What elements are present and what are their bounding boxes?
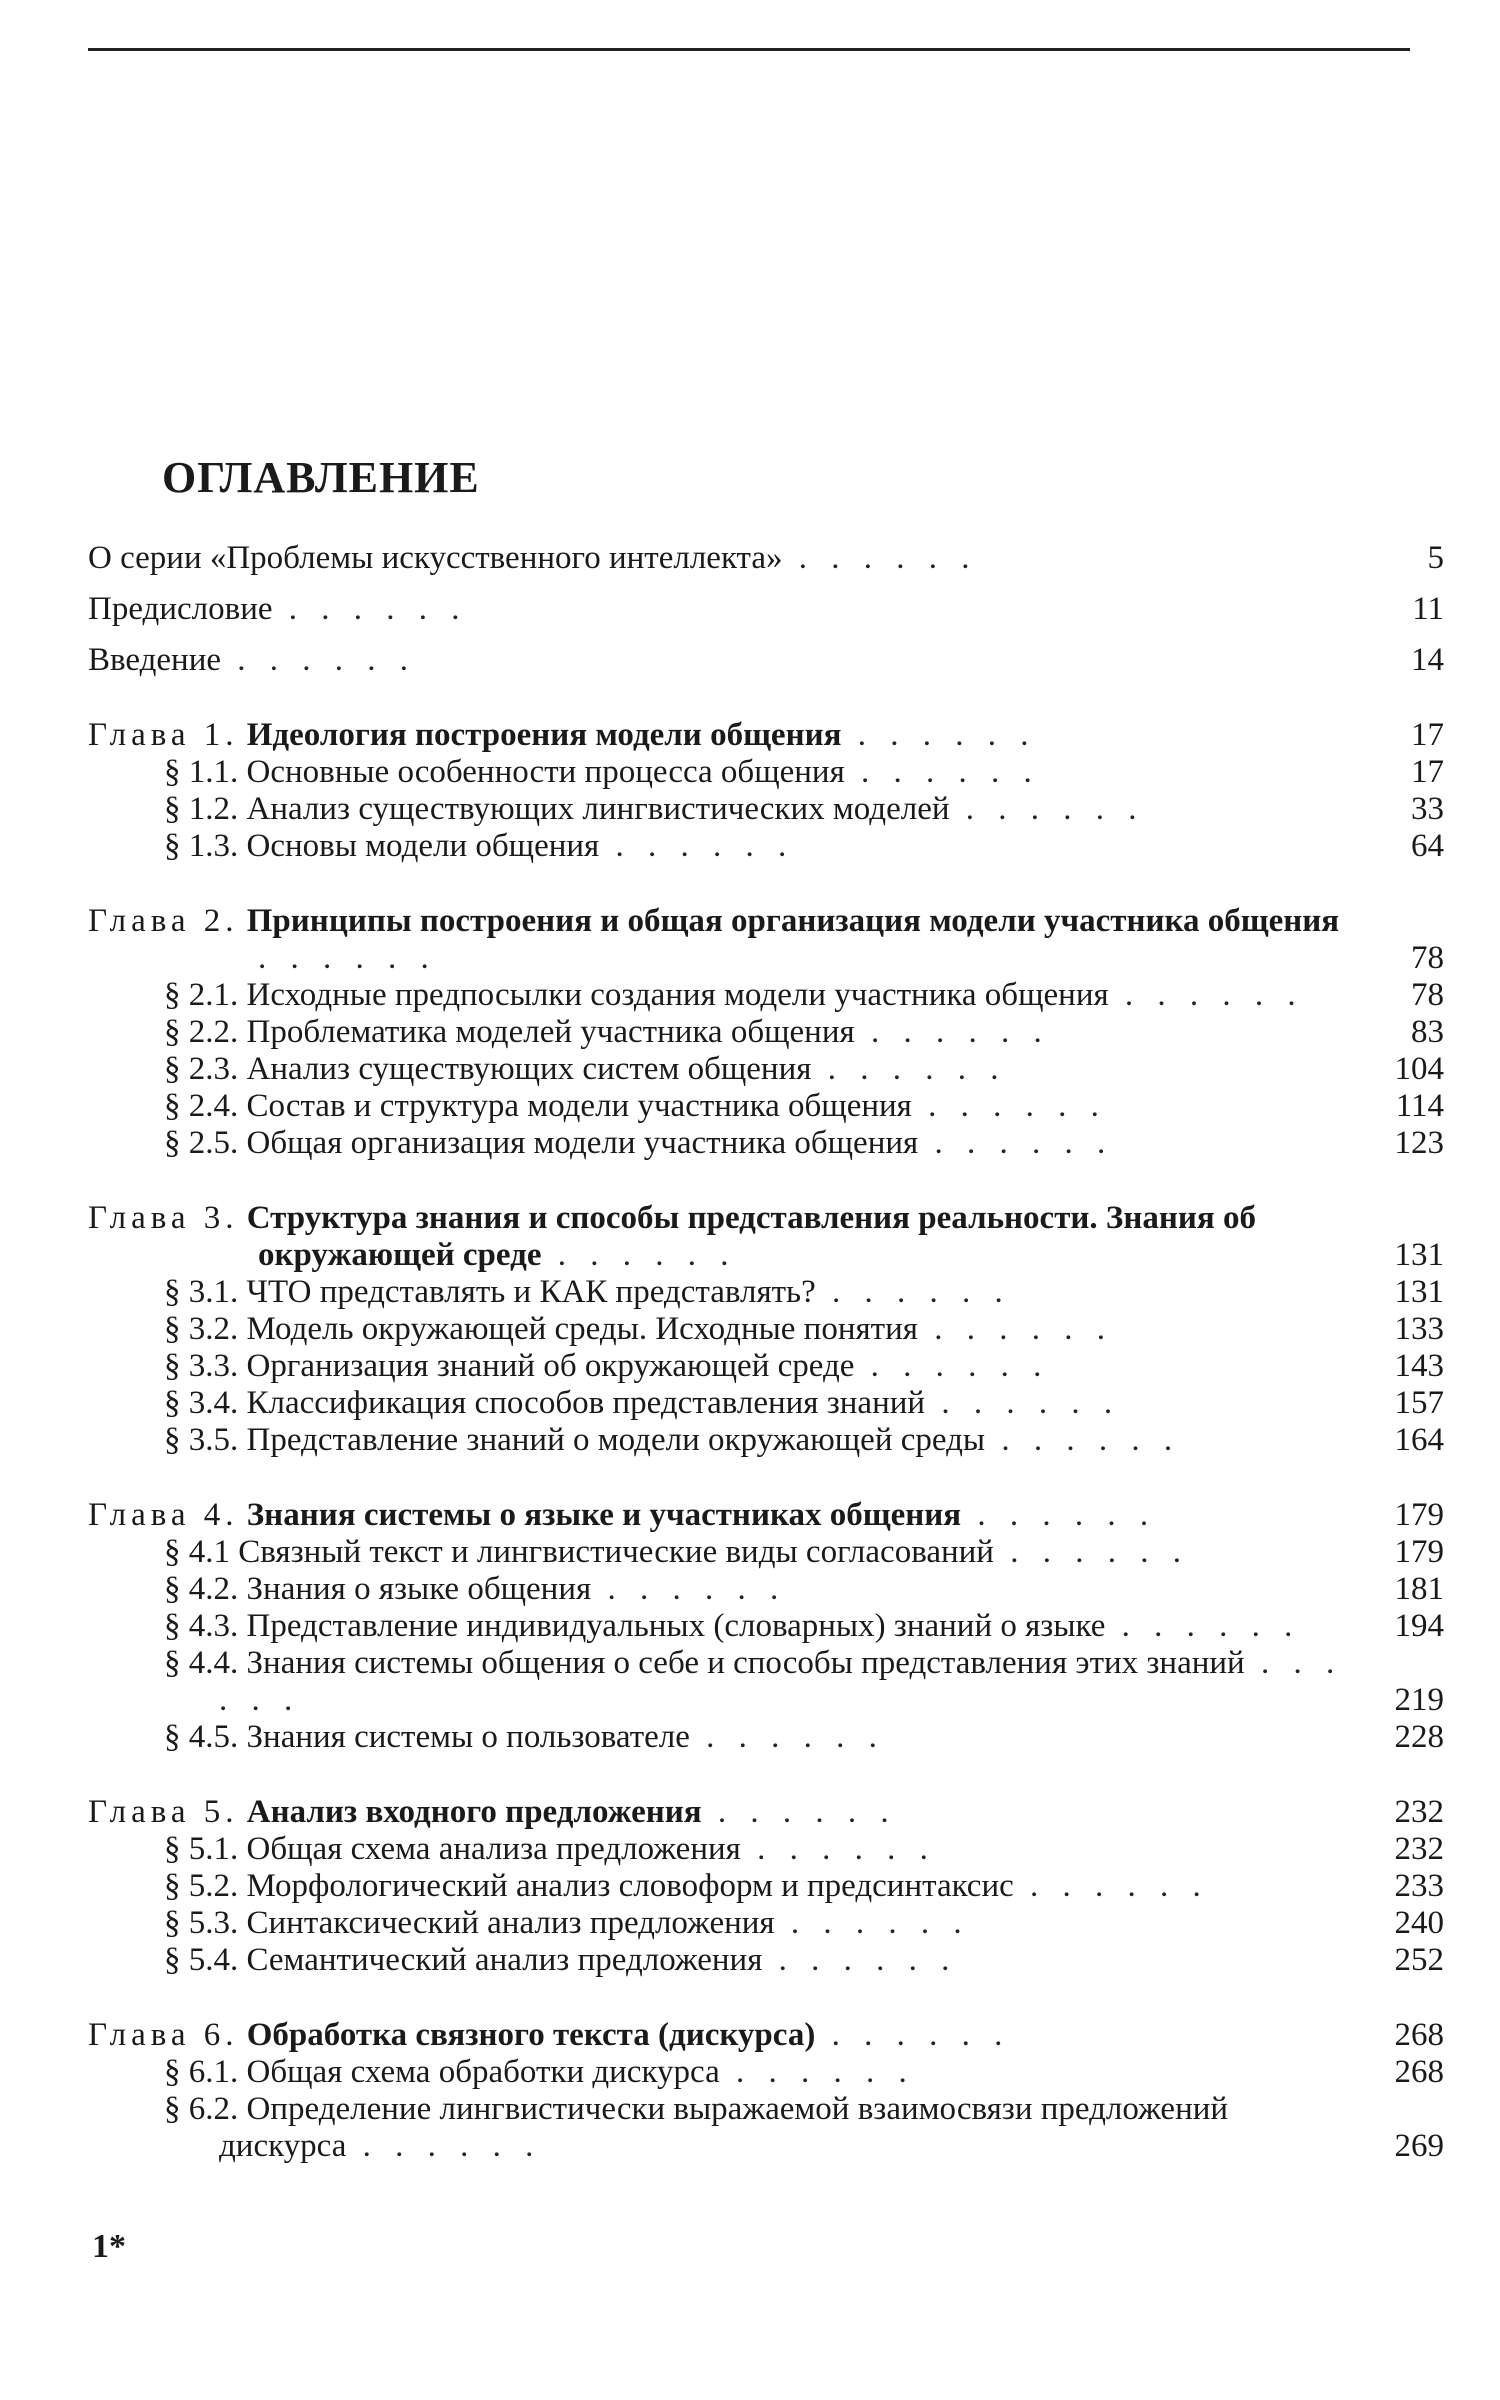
toc-entry[interactable] bbox=[88, 540, 1444, 577]
section-number: § 5.4. bbox=[164, 1942, 239, 1978]
section-entry-page: 104 bbox=[1394, 1051, 1444, 1087]
leader-dots: . . . . . . bbox=[918, 1125, 1114, 1161]
chapter-entry-page: 179 bbox=[1394, 1497, 1444, 1533]
chapter-number: Глава 4. bbox=[88, 1497, 239, 1533]
leader-dots: . . . . . . bbox=[719, 2054, 915, 2090]
chapter-number: Глава 3. bbox=[88, 1200, 239, 1236]
section-entry-label bbox=[164, 977, 1344, 1014]
section-number: § 2.1. bbox=[164, 977, 239, 1013]
section-entry-page: 33 bbox=[1411, 791, 1444, 827]
section-title: Представление индивидуальных (словарных) знаний о языке bbox=[246, 1608, 1106, 1644]
section-entry-label bbox=[164, 1719, 1344, 1756]
section-entry-label bbox=[164, 1088, 1344, 1125]
chapter-entry-page: 78 bbox=[1411, 940, 1444, 976]
leader-dots: . . . . . . bbox=[782, 540, 978, 576]
section-entry-label bbox=[164, 1051, 1344, 1088]
chapter-entry-label bbox=[88, 1497, 1344, 1534]
leader-dots: . . . . . . bbox=[740, 1831, 936, 1867]
section-number: § 4.1 bbox=[164, 1534, 230, 1570]
leader-dots: . . . . . . bbox=[599, 828, 795, 864]
section-entry[interactable] bbox=[88, 1088, 1444, 1125]
section-entry[interactable] bbox=[88, 1831, 1444, 1868]
section-number: § 1.3. bbox=[164, 828, 239, 864]
leader-dots: . . . . . . bbox=[911, 1088, 1107, 1124]
section-title: Модель окружающей среды. Исходные понятия bbox=[246, 1311, 918, 1347]
leader-dots: . . . . . . bbox=[844, 754, 1040, 790]
section-entry[interactable] bbox=[88, 828, 1444, 865]
section-title: Основные особенности процесса общения bbox=[246, 754, 845, 790]
section-title: Анализ существующих систем общения bbox=[246, 1051, 812, 1087]
section-entry[interactable] bbox=[88, 1274, 1444, 1311]
toc-entry-label bbox=[88, 540, 1344, 577]
section-number: § 2.2. bbox=[164, 1014, 239, 1050]
section-entry[interactable] bbox=[88, 1719, 1444, 1756]
leader-dots: . . . . . . bbox=[1108, 977, 1304, 1013]
section-number: § 1.1. bbox=[164, 754, 239, 790]
section-entry-page: 179 bbox=[1394, 1534, 1444, 1570]
section-title: Знания системы о пользователе bbox=[246, 1719, 690, 1755]
section-entry-page: 123 bbox=[1394, 1125, 1444, 1161]
section-entry[interactable] bbox=[88, 1014, 1444, 1051]
leader-dots: . . . . . . bbox=[689, 1719, 885, 1755]
chapter-entry-page: 232 bbox=[1394, 1794, 1444, 1830]
leader-dots: . . . . . . bbox=[221, 642, 417, 678]
section-number: § 6.2. bbox=[164, 2091, 239, 2127]
section-entry-label bbox=[164, 1608, 1344, 1645]
section-title: Синтаксический анализ предложения bbox=[246, 1905, 775, 1941]
section-entry-label bbox=[164, 1645, 1344, 1719]
section-entry-page: 164 bbox=[1394, 1422, 1444, 1458]
section-title: Общая схема анализа предложения bbox=[246, 1831, 741, 1867]
section-title: Основы модели общения bbox=[246, 828, 600, 864]
section-entry-label bbox=[164, 1905, 1344, 1942]
section-number: § 3.3. bbox=[164, 1348, 239, 1384]
section-entry-label bbox=[164, 828, 1344, 865]
section-entry-page: 157 bbox=[1394, 1385, 1444, 1421]
section-number: § 6.1. bbox=[164, 2054, 239, 2090]
entry-title: Введение bbox=[88, 642, 222, 678]
section-entry-page: 233 bbox=[1394, 1868, 1444, 1904]
chapter-entry[interactable] bbox=[88, 903, 1444, 977]
section-entry-page: 194 bbox=[1394, 1608, 1444, 1644]
section-entry-page: 252 bbox=[1394, 1942, 1444, 1978]
section-entry-label bbox=[164, 754, 1344, 791]
section-number: § 1.2. bbox=[164, 791, 239, 827]
section-entry-page: 268 bbox=[1394, 2054, 1444, 2090]
section-entry-page: 228 bbox=[1394, 1719, 1444, 1755]
section-entry-page: 240 bbox=[1394, 1905, 1444, 1941]
section-entry-page: 83 bbox=[1411, 1014, 1444, 1050]
section-title: Определение лингвистически выражаемой взаимосвязи предложений дискурса bbox=[219, 2091, 1229, 2164]
signature-mark: 1* bbox=[92, 2228, 126, 2265]
section-title: Классификация способов представления знаний bbox=[246, 1385, 926, 1421]
chapter-entry[interactable] bbox=[88, 717, 1444, 754]
leader-dots: . . . . . . bbox=[854, 1348, 1050, 1384]
toc-entry-label bbox=[88, 591, 1344, 628]
section-entry[interactable] bbox=[88, 1051, 1444, 1088]
leader-dots: . . . . . . bbox=[541, 1237, 737, 1273]
section-number: § 2.4. bbox=[164, 1088, 239, 1124]
section-entry-page: 143 bbox=[1394, 1348, 1444, 1384]
section-entry-page: 219 bbox=[1394, 1682, 1444, 1718]
leader-dots: . . . . . . bbox=[1013, 1868, 1209, 1904]
section-number: § 3.1. bbox=[164, 1274, 239, 1310]
leader-dots: . . . . . . bbox=[949, 791, 1145, 827]
leader-dots: . . . . . . bbox=[985, 1422, 1181, 1458]
section-entry-label bbox=[164, 1311, 1344, 1348]
section-title: Проблематика моделей участника общения bbox=[246, 1014, 855, 1050]
toc-entry-page: 11 bbox=[1412, 591, 1444, 627]
chapter-entry-label bbox=[88, 1200, 1344, 1274]
section-entry-page: 133 bbox=[1394, 1311, 1444, 1347]
section-entry[interactable] bbox=[88, 1608, 1444, 1645]
section-number: § 5.3. bbox=[164, 1905, 239, 1941]
chapter-title: Знания системы о языке и участниках общения bbox=[246, 1497, 962, 1533]
leader-dots: . . . . . . bbox=[815, 1274, 1011, 1310]
section-entry[interactable] bbox=[88, 1534, 1444, 1571]
section-entry-page: 181 bbox=[1394, 1571, 1444, 1607]
section-entry-label bbox=[164, 1942, 1344, 1979]
chapter-title: Обработка связного текста (дискурса) bbox=[246, 2017, 816, 2053]
section-entry-label bbox=[164, 2054, 1344, 2091]
leader-dots: . . . . . . bbox=[272, 591, 468, 627]
section-entry-page: 232 bbox=[1394, 1831, 1444, 1867]
section-number: § 3.5. bbox=[164, 1422, 239, 1458]
chapter-entry-page: 268 bbox=[1394, 2017, 1444, 2053]
leader-dots: . . . . . . bbox=[1105, 1608, 1301, 1644]
section-number: § 4.5. bbox=[164, 1719, 239, 1755]
section-title: Общая схема обработки дискурса bbox=[246, 2054, 720, 2090]
section-number: § 2.5. bbox=[164, 1125, 239, 1161]
chapter-entry-page: 131 bbox=[1394, 1237, 1444, 1273]
section-title: Исходные предпосылки создания модели участника общения bbox=[246, 977, 1109, 1013]
leader-dots: . . . . . . bbox=[811, 1051, 1007, 1087]
chapter-entry[interactable] bbox=[88, 1200, 1444, 1274]
section-entry[interactable] bbox=[88, 2091, 1444, 2165]
chapter-entry[interactable] bbox=[88, 1497, 1444, 1534]
chapter-entry-label bbox=[88, 717, 1344, 754]
chapter-entry-label bbox=[88, 1794, 1344, 1831]
chapter-title: Структура знания и способы представления реальности. Знания об окружающей среде bbox=[246, 1200, 1256, 1273]
section-entry-label bbox=[164, 1014, 1344, 1051]
section-title: Представление знаний о модели окружающей среды bbox=[246, 1422, 986, 1458]
section-entry[interactable] bbox=[88, 1311, 1444, 1348]
toc-entry-page: 14 bbox=[1411, 642, 1444, 678]
section-entry-page: 269 bbox=[1394, 2128, 1444, 2164]
section-entry[interactable] bbox=[88, 1385, 1444, 1422]
leader-dots: . . . . . . bbox=[815, 2017, 1011, 2053]
section-number: § 3.4. bbox=[164, 1385, 239, 1421]
section-entry-label bbox=[164, 1385, 1344, 1422]
section-number: § 3.2. bbox=[164, 1311, 239, 1347]
section-title: Семантический анализ предложения bbox=[246, 1942, 763, 1978]
section-entry[interactable] bbox=[88, 1645, 1444, 1719]
section-number: § 2.3. bbox=[164, 1051, 239, 1087]
toc-entry[interactable] bbox=[88, 642, 1444, 679]
section-title: Связный текст и лингвистические виды согласований bbox=[238, 1534, 994, 1570]
section-entry-label bbox=[164, 1348, 1344, 1385]
page-title: ОГЛАВЛЕНИЕ bbox=[162, 453, 480, 502]
section-entry[interactable] bbox=[88, 1868, 1444, 1905]
section-title: Знания системы общения о себе и способы представления этих знаний bbox=[246, 1645, 1245, 1681]
section-number: § 5.1. bbox=[164, 1831, 239, 1867]
top-rule bbox=[88, 48, 1410, 51]
section-entry-label bbox=[164, 791, 1344, 828]
section-title: ЧТО представлять и КАК представлять? bbox=[246, 1274, 816, 1310]
leader-dots: . . . . . . bbox=[841, 717, 1037, 753]
chapter-entry-page: 17 bbox=[1411, 717, 1444, 753]
section-entry[interactable] bbox=[88, 1125, 1444, 1162]
section-title: Анализ существующих лингвистических моделей bbox=[246, 791, 950, 827]
section-entry-label bbox=[164, 1534, 1344, 1571]
section-entry[interactable] bbox=[88, 1348, 1444, 1385]
entry-title: Предисловие bbox=[88, 591, 273, 627]
chapter-title: Идеология построения модели общения bbox=[246, 717, 842, 753]
section-entry-page: 114 bbox=[1395, 1088, 1444, 1124]
section-entry-label bbox=[164, 1274, 1344, 1311]
section-entry[interactable] bbox=[88, 1571, 1444, 1608]
section-entry[interactable] bbox=[88, 754, 1444, 791]
leader-dots: . . . . . . bbox=[854, 1014, 1050, 1050]
section-title: Знания о языке общения bbox=[246, 1571, 592, 1607]
chapter-title: Анализ входного предложения bbox=[246, 1794, 702, 1830]
section-entry-label bbox=[164, 1831, 1344, 1868]
section-entry[interactable] bbox=[88, 791, 1444, 828]
chapter-number: Глава 5. bbox=[88, 1794, 239, 1830]
section-entry-page: 131 bbox=[1394, 1274, 1444, 1310]
leader-dots: . . . . . . bbox=[219, 1645, 1343, 1718]
section-number: § 4.2. bbox=[164, 1571, 239, 1607]
leader-dots: . . . . . . bbox=[258, 940, 437, 976]
chapter-entry[interactable] bbox=[88, 2017, 1444, 2054]
section-entry-label bbox=[164, 1125, 1344, 1162]
toc-entry[interactable] bbox=[88, 591, 1444, 628]
chapter-entry[interactable] bbox=[88, 1794, 1444, 1831]
section-entry-label bbox=[164, 1868, 1344, 1905]
section-entry-page: 17 bbox=[1411, 754, 1444, 790]
section-entry[interactable] bbox=[88, 977, 1444, 1014]
section-title: Морфологический анализ словоформ и предсинтаксис bbox=[246, 1868, 1014, 1904]
chapter-title: Принципы построения и общая организация модели участника общения bbox=[246, 903, 1340, 939]
section-entry[interactable] bbox=[88, 1422, 1444, 1459]
section-entry[interactable] bbox=[88, 2054, 1444, 2091]
entry-title: О серии «Проблемы искусственного интеллекта» bbox=[88, 540, 783, 576]
section-entry-label bbox=[164, 2091, 1344, 2165]
section-entry[interactable] bbox=[88, 1942, 1444, 1979]
leader-dots: . . . . . . bbox=[762, 1942, 958, 1978]
section-title: Состав и структура модели участника общения bbox=[246, 1088, 912, 1124]
leader-dots: . . . . . . bbox=[993, 1534, 1189, 1570]
leader-dots: . . . . . . bbox=[346, 2128, 542, 2164]
table-of-contents bbox=[88, 540, 1444, 2165]
leader-dots: . . . . . . bbox=[925, 1385, 1121, 1421]
section-number: § 5.2. bbox=[164, 1868, 239, 1904]
leader-dots: . . . . . . bbox=[591, 1571, 787, 1607]
section-title: Организация знаний об окружающей среде bbox=[246, 1348, 855, 1384]
chapter-number: Глава 2. bbox=[88, 903, 239, 939]
section-number: § 4.3. bbox=[164, 1608, 239, 1644]
toc-entry-page: 5 bbox=[1427, 540, 1444, 576]
leader-dots: . . . . . . bbox=[774, 1905, 970, 1941]
leader-dots: . . . . . . bbox=[701, 1794, 897, 1830]
chapter-entry-label bbox=[88, 903, 1344, 977]
chapter-number: Глава 1. bbox=[88, 717, 239, 753]
chapter-entry-label bbox=[88, 2017, 1344, 2054]
chapter-number: Глава 6. bbox=[88, 2017, 239, 2053]
section-entry-label bbox=[164, 1422, 1344, 1459]
section-entry[interactable] bbox=[88, 1905, 1444, 1942]
section-number: § 4.4. bbox=[164, 1645, 239, 1681]
leader-dots: . . . . . . bbox=[961, 1497, 1157, 1533]
section-title: Общая организация модели участника общения bbox=[246, 1125, 919, 1161]
toc-entry-label bbox=[88, 642, 1344, 679]
section-entry-page: 64 bbox=[1411, 828, 1444, 864]
section-entry-page: 78 bbox=[1411, 977, 1444, 1013]
leader-dots: . . . . . . bbox=[917, 1311, 1113, 1347]
section-entry-label bbox=[164, 1571, 1344, 1608]
